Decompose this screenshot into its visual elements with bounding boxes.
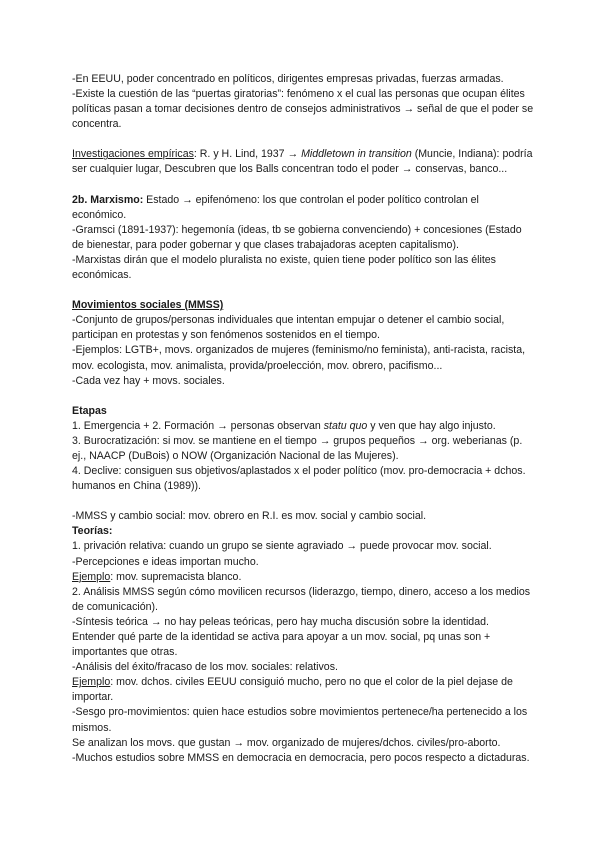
paragraph-investigaciones <box>72 147 534 177</box>
text-span: : R. y H. Lind, 1937 → <box>193 148 302 161</box>
list-item: 2. Análisis MMSS según cómo movilicen recursos (liderazgo, tiempo, dinero, acceso a los medios de comunicación). <box>72 585 531 613</box>
paragraph: -Análisis del éxito/fracaso de los mov. sociales: relativos. <box>72 661 338 674</box>
text-span: Estado → epifenómeno: los que controlan el poder político controlan el económico. <box>72 193 479 221</box>
paragraph: -Síntesis teórica → no hay peleas teóricas, pero hay mucha discusión sobre la identidad. Entender qué parte de la identidad se activa para apoyar a un mov. social, pq unas son + importantes que otras. <box>72 615 491 659</box>
heading-teorias: Teorías: <box>72 525 113 538</box>
document-body <box>72 72 534 766</box>
paragraph: Se analizan los movs. que gustan → mov. organizado de mujeres/dchos. civiles/pro-aborto. <box>72 736 501 749</box>
list-item <box>72 419 534 434</box>
spacer <box>72 494 534 509</box>
text-span: 1. Emergencia + 2. Formación → personas observan <box>72 419 324 432</box>
heading-mmss: Movimientos sociales (MMSS) <box>72 299 224 312</box>
paragraph-ejemplo <box>72 570 534 585</box>
paragraph: -Existe la cuestión de las “puertas giratorias”: fenómeno x el cual las personas que ocupan élites políticas pasan a tomar decisiones dentro de consejos administrativos → señal de que el poder se concentra. <box>72 88 534 131</box>
heading-etapas: Etapas <box>72 404 107 417</box>
paragraph: -Percepciones e ideas importan mucho. <box>72 555 259 568</box>
list-item: 1. privación relativa: cuando un grupo se siente agraviado → puede provocar mov. social. <box>72 540 492 553</box>
spacer <box>72 132 534 147</box>
paragraph: -Ejemplos: LGTB+, movs. organizados de mujeres (feminismo/no feminista), anti-racista, racista, mov. ecologista, mov. animalista, provida/proelección, mov. obrero, pacifismo... <box>72 344 526 372</box>
spacer <box>72 178 534 193</box>
paragraph: -Marxistas dirán que el modelo pluralista no existe, quien tiene poder político son las élites económicas. <box>72 253 496 282</box>
paragraph-ejemplo <box>72 675 534 705</box>
text-span: (Muncie, Indiana): podría ser cualquier lugar, Descubren que los Balls concentran todo el poder → conservas, banco... <box>72 148 533 176</box>
paragraph: -En EEUU, poder concentrado en políticos, dirigentes empresas privadas, fuerzas armadas. <box>72 73 504 85</box>
book-title: Middletown in transition <box>301 148 412 161</box>
paragraph: -Cada vez hay + movs. sociales. <box>72 374 225 387</box>
paragraph: -Gramsci (1891-1937): hegemonía (ideas, tb se gobierna convenciendo) + concesiones (Estado de bienestar, para poder gobernar y que clases trabajadoras acepten capitalismo). <box>72 223 522 251</box>
paragraph: -Conjunto de grupos/personas individuales que intentan empujar o detener el cambio social, participan en protestas y son fenómenos sostenidos en el tiempo. <box>72 314 505 342</box>
spacer <box>72 389 534 404</box>
text-span: : mov. supremacista blanco. <box>110 570 242 583</box>
text-span: y ven que hay algo injusto. <box>367 419 496 432</box>
heading-marxismo: 2b. Marxismo: <box>72 193 144 206</box>
list-item: 3. Burocratización: si mov. se mantiene en el tiempo → grupos pequeños → org. weberianas (p. ej., NAACP (DuBois) o NOW (Organización Nacional de las Mujeres). <box>72 434 523 462</box>
emphasis: statu quo <box>323 419 368 432</box>
paragraph: -Muchos estudios sobre MMSS en democracia en democracia, pero pocos respecto a dictaduras. <box>72 751 530 764</box>
spacer <box>72 283 534 298</box>
list-item: 4. Declive: consiguen sus objetivos/aplastados x el poder político (mov. pro-democracia + dchos. humanos en China (1989)). <box>72 465 526 493</box>
label-investigaciones: Investigaciones empíricas <box>72 148 194 161</box>
label-ejemplo: Ejemplo <box>72 570 111 583</box>
paragraph: -Sesgo pro-movimientos: quien hace estudios sobre movimientos pertenece/ha pertenecido a los mismos. <box>72 706 528 734</box>
paragraph: -MMSS y cambio social: mov. obrero en R.I. es mov. social y cambio social. <box>72 510 427 523</box>
paragraph-marxismo <box>72 193 534 223</box>
text-span: : mov. dchos. civiles EEUU consiguió mucho, pero no que el color de la piel dejase de importar. <box>72 676 513 704</box>
label-ejemplo: Ejemplo <box>72 676 111 689</box>
